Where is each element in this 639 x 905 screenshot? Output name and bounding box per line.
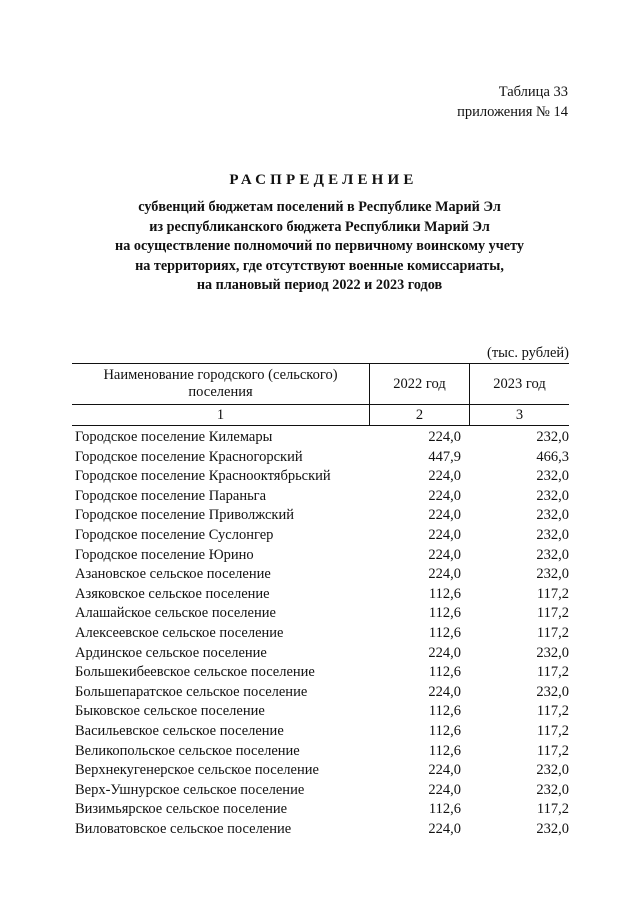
value-2022-cell: 224,0 — [428, 507, 461, 524]
value-2022-cell: 224,0 — [428, 487, 461, 504]
table-row — [72, 428, 572, 448]
table-row — [72, 781, 572, 801]
value-2022-cell: 447,9 — [428, 448, 461, 465]
column-header-name-line2: поселения — [188, 384, 253, 400]
table-row — [72, 761, 572, 781]
column-header-name-line1: Наименование городского (сельского) — [103, 367, 338, 383]
value-2023-cell: 117,2 — [536, 585, 569, 602]
value-2022-cell: 224,0 — [428, 429, 461, 445]
value-2022-cell: 224,0 — [428, 820, 461, 837]
value-2023-cell: 117,2 — [536, 605, 569, 622]
value-2023-cell: 232,0 — [536, 762, 569, 779]
settlement-name-cell: Азановское сельское поселение — [75, 566, 271, 583]
value-2022-cell: 112,6 — [428, 585, 461, 602]
subtitle-line: субвенций бюджетам поселений в Республике Марий Эл — [138, 199, 501, 215]
column-number-2: 2 — [370, 405, 470, 426]
value-2022-cell: 224,0 — [428, 683, 461, 700]
subtitle-line: на территориях, где отсутствуют военные комиссариаты, — [135, 257, 504, 274]
table-row — [72, 565, 572, 585]
table-row — [72, 800, 572, 820]
value-2023-cell: 232,0 — [536, 487, 569, 504]
settlement-name-cell: Верх-Ушнурское сельское поселение — [75, 781, 305, 798]
settlement-name-cell: Быковское сельское поселение — [75, 703, 265, 720]
settlement-name-cell: Ардинское сельское поселение — [75, 644, 267, 661]
column-header-2022: 2022 год — [370, 364, 470, 405]
value-2023-cell: 232,0 — [536, 507, 569, 524]
value-2023-cell: 117,2 — [536, 801, 569, 818]
value-2022-cell: 112,6 — [428, 703, 461, 720]
settlement-name-cell: Азяковское сельское поселение — [75, 585, 270, 602]
settlement-name-cell: Верхнекугенерское сельское поселение — [75, 762, 319, 779]
settlement-name-cell: Городское поселение Краснооктябрьский — [75, 468, 331, 485]
settlement-name-cell: Большепаратское сельское поселение — [75, 683, 308, 700]
column-number-1: 1 — [72, 405, 370, 426]
table-row — [72, 506, 572, 526]
settlement-name-cell: Великопольское сельское поселение — [75, 742, 300, 759]
subtitle-line: на осуществление полномочий по первичному воинскому учету — [115, 238, 524, 254]
value-2022-cell: 112,6 — [428, 624, 461, 641]
column-header-2023: 2023 год — [470, 364, 570, 405]
table-row — [72, 742, 572, 762]
value-2022-cell: 224,0 — [428, 546, 461, 563]
settlement-name-cell: Алашайское сельское поселение — [75, 605, 276, 622]
value-2023-cell: 232,0 — [536, 429, 569, 445]
value-2022-cell: 224,0 — [428, 781, 461, 798]
table-row — [72, 585, 572, 605]
value-2022-cell: 112,6 — [428, 722, 461, 739]
subtitle-line: на плановый период 2022 и 2023 годов — [196, 277, 443, 293]
settlement-name-cell: Городское поселение Красногорский — [75, 448, 303, 465]
table-body — [72, 428, 572, 839]
settlement-name-cell: Васильевское сельское поселение — [75, 722, 284, 739]
value-2022-cell: 224,0 — [428, 468, 461, 485]
value-2022-cell: 224,0 — [428, 644, 461, 661]
value-2023-cell: 232,0 — [536, 566, 569, 583]
currency-unit-label: (тыс. рублей) — [487, 345, 569, 361]
settlement-name-cell: Городское поселение Параньга — [75, 487, 267, 504]
settlement-name-cell: Виловатовское сельское поселение — [75, 820, 292, 837]
table-row — [72, 487, 572, 507]
value-2023-cell: 232,0 — [536, 820, 569, 837]
table-row — [72, 702, 572, 722]
table-row — [72, 644, 572, 664]
settlement-name-cell: Алексеевское сельское поселение — [75, 624, 284, 641]
value-2023-cell: 117,2 — [536, 742, 569, 759]
value-2022-cell: 112,6 — [428, 742, 461, 759]
table-reference-number: Таблица 33 — [498, 84, 568, 100]
column-number-3: 3 — [470, 405, 570, 426]
value-2023-cell: 117,2 — [536, 722, 569, 739]
settlement-name-cell: Большекибеевское сельское поселение — [75, 664, 315, 681]
table-header — [72, 363, 569, 426]
table-row — [72, 624, 572, 644]
value-2023-cell: 466,3 — [536, 448, 569, 465]
value-2022-cell: 112,6 — [428, 801, 461, 818]
table-row — [72, 604, 572, 624]
value-2023-cell: 117,2 — [536, 664, 569, 681]
value-2023-cell: 232,0 — [536, 644, 569, 661]
table-row — [72, 467, 572, 487]
table-row — [72, 683, 572, 703]
value-2023-cell: 232,0 — [536, 546, 569, 563]
value-2022-cell: 112,6 — [428, 664, 461, 681]
value-2023-cell: 232,0 — [536, 683, 569, 700]
appendix-reference: приложения № 14 — [457, 104, 568, 120]
settlement-name-cell: Городское поселение Суслонгер — [75, 526, 274, 543]
table-row — [72, 663, 572, 683]
document-subtitle — [0, 198, 639, 296]
settlement-name-cell: Городское поселение Приволжский — [75, 507, 295, 524]
value-2023-cell: 232,0 — [536, 781, 569, 798]
value-2022-cell: 224,0 — [428, 526, 461, 543]
value-2023-cell: 232,0 — [536, 468, 569, 485]
value-2023-cell: 232,0 — [536, 526, 569, 543]
value-2022-cell: 112,6 — [428, 605, 461, 622]
value-2023-cell: 117,2 — [536, 624, 569, 641]
column-header-name — [72, 364, 370, 405]
settlement-name-cell: Визимьярское сельское поселение — [75, 801, 288, 818]
document-heading: РАСПРЕДЕЛЕНИЕ — [229, 172, 418, 188]
settlement-name-cell: Городское поселение Юрино — [75, 546, 254, 563]
table-row — [72, 820, 572, 840]
value-2022-cell: 224,0 — [428, 762, 461, 779]
value-2022-cell: 224,0 — [428, 566, 461, 583]
table-row — [72, 448, 572, 468]
table-row — [72, 546, 572, 566]
subtitle-line: из республиканского бюджета Республики Марий Эл — [149, 218, 490, 235]
value-2023-cell: 117,2 — [536, 703, 569, 720]
table-row — [72, 526, 572, 546]
table-row — [72, 722, 572, 742]
settlement-name-cell: Городское поселение Килемары — [75, 429, 273, 445]
